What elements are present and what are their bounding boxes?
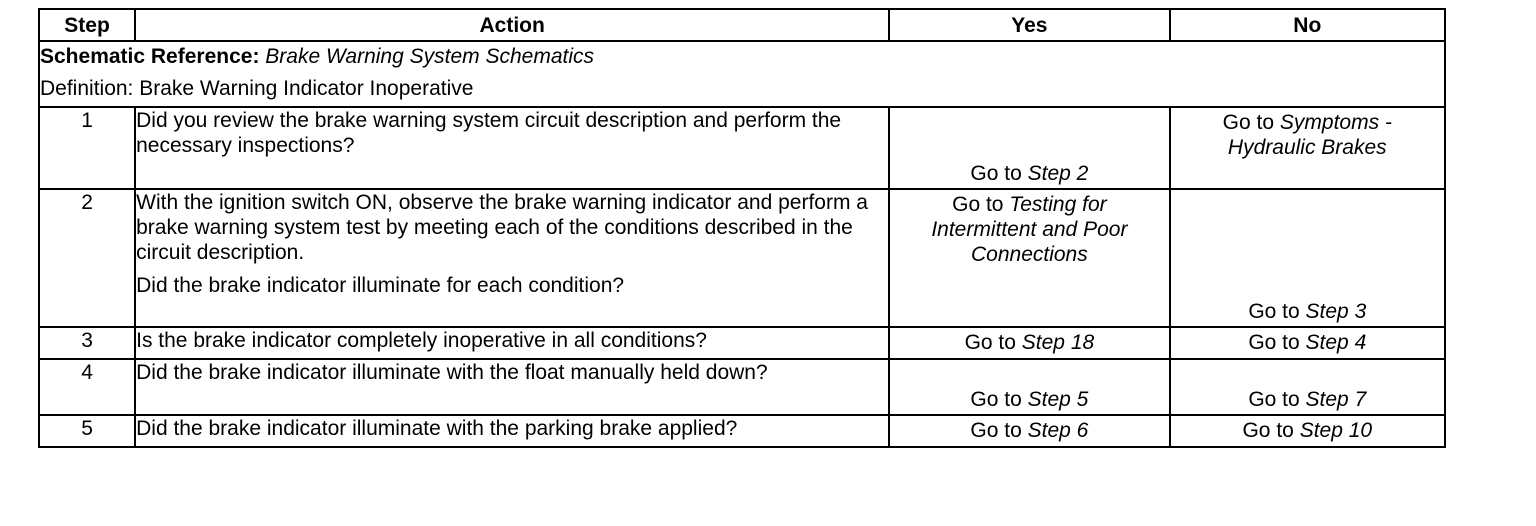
no-prefix: Go to: [1248, 388, 1300, 411]
yes-prefix: Go to: [970, 419, 1022, 442]
yes-link[interactable]: Testing for Intermittent and Poor Connections: [931, 193, 1128, 266]
no-cell: [1170, 107, 1445, 189]
action-text: Did the brake indicator illuminate with the float manually held down?: [136, 361, 768, 384]
table-row: [39, 327, 1445, 359]
action-text: With the ignition switch ON, observe the brake warning indicator and perform a brake warning system test by meeting each of the conditions described in the circuit description.: [136, 191, 868, 264]
no-cell: [1170, 415, 1445, 447]
action-text: Did the brake indicator illuminate with the parking brake applied?: [136, 417, 738, 440]
table-row: [39, 359, 1445, 415]
action-cell: [135, 359, 889, 415]
action-cell: [135, 189, 889, 327]
yes-cell: [889, 107, 1169, 189]
definition: Definition: Brake Warning Indicator Inoperative: [40, 77, 474, 100]
no-result: [1171, 416, 1444, 445]
schematic-reference-link[interactable]: Brake Warning System Schematics: [265, 45, 595, 68]
yes-result: [890, 387, 1168, 412]
diagnostic-table: [38, 8, 1446, 448]
yes-link[interactable]: Step 6: [1027, 419, 1089, 442]
yes-result: [890, 416, 1168, 445]
yes-cell: [889, 359, 1169, 415]
yes-link[interactable]: Step 5: [1027, 388, 1089, 411]
no-result: [1171, 387, 1444, 412]
no-cell: [1170, 327, 1445, 359]
action-question: Did the brake indicator illuminate for each condition?: [136, 274, 625, 297]
yes-cell: [889, 189, 1169, 327]
header-yes: Yes: [889, 9, 1169, 41]
no-cell: [1170, 189, 1445, 327]
table-row: [39, 107, 1445, 189]
step-number: 3: [39, 327, 135, 359]
step-number: 5: [39, 415, 135, 447]
yes-cell: [889, 415, 1169, 447]
no-prefix: Go to: [1242, 419, 1294, 442]
table-row: [39, 189, 1445, 327]
no-prefix: Go to: [1248, 331, 1300, 354]
yes-result: [890, 190, 1168, 269]
schematic-reference-label: Schematic Reference:: [40, 45, 260, 68]
no-link[interactable]: Symptoms - Hydraulic Brakes: [1227, 111, 1392, 159]
header-step: Step: [39, 9, 135, 41]
step-number: 1: [39, 107, 135, 189]
header-row: [39, 9, 1445, 41]
yes-result: [890, 328, 1168, 357]
no-result: [1171, 299, 1444, 324]
table-row: [39, 415, 1445, 447]
no-prefix: Go to: [1248, 300, 1300, 323]
yes-prefix: Go to: [952, 193, 1004, 216]
yes-prefix: Go to: [970, 388, 1022, 411]
step-number: 2: [39, 189, 135, 327]
no-link[interactable]: Step 7: [1305, 388, 1367, 411]
action-cell: [135, 107, 889, 189]
no-link[interactable]: Step 4: [1305, 331, 1367, 354]
yes-prefix: Go to: [970, 162, 1022, 185]
action-cell: [135, 415, 889, 447]
reference-row: [39, 41, 1445, 107]
header-no: No: [1170, 9, 1445, 41]
yes-link[interactable]: Step 18: [1021, 331, 1095, 354]
reference-cell: [39, 41, 1445, 107]
yes-prefix: Go to: [964, 331, 1016, 354]
action-text: Did you review the brake warning system circuit description and perform the necessary inspections?: [136, 109, 842, 157]
schematic-reference: [40, 42, 1444, 74]
no-cell: [1170, 359, 1445, 415]
no-result: [1171, 108, 1444, 162]
yes-cell: [889, 327, 1169, 359]
no-link[interactable]: Step 3: [1305, 300, 1367, 323]
header-action: Action: [135, 9, 889, 41]
action-cell: [135, 327, 889, 359]
action-text: Is the brake indicator completely inoperative in all conditions?: [136, 329, 707, 352]
no-result: [1171, 328, 1444, 357]
step-number: 4: [39, 359, 135, 415]
no-link[interactable]: Step 10: [1299, 419, 1373, 442]
yes-result: [890, 161, 1168, 186]
no-prefix: Go to: [1222, 111, 1275, 134]
yes-link[interactable]: Step 2: [1027, 162, 1089, 185]
